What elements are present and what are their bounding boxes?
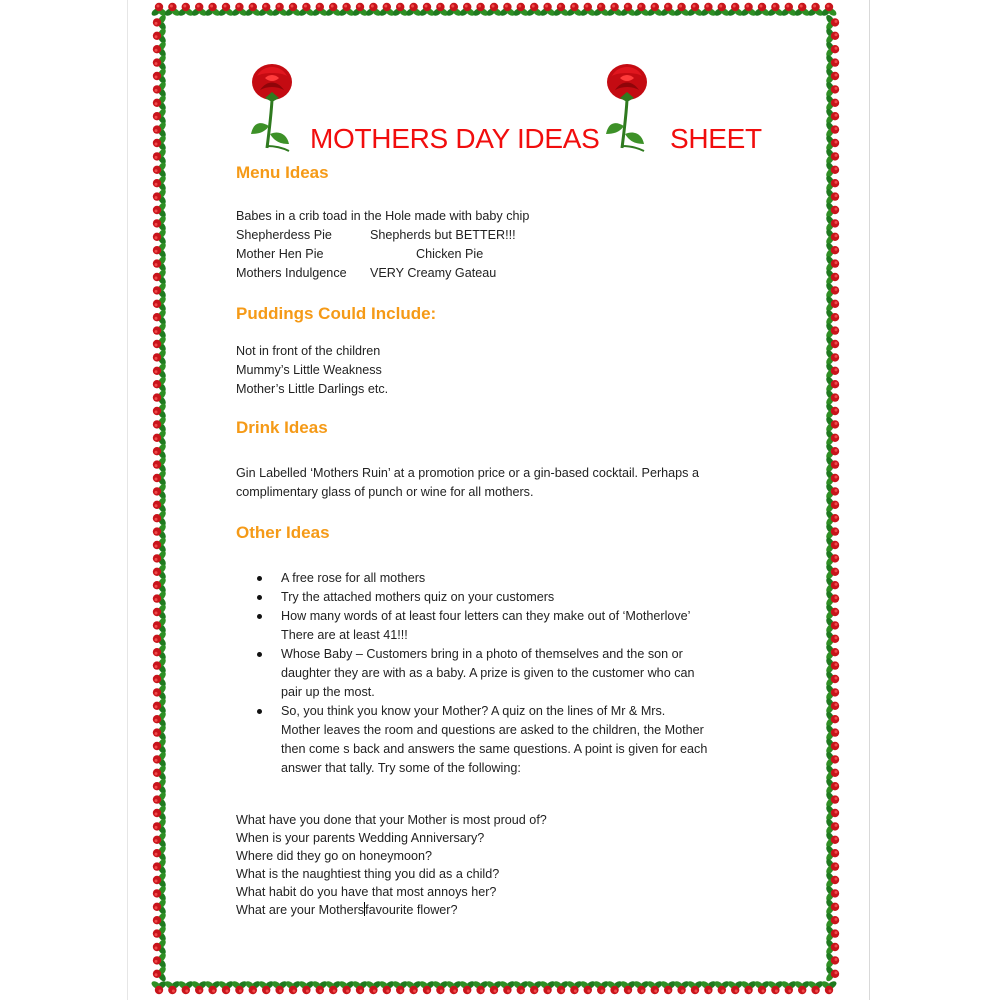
question-line: What is the naughtiest thing you did as a child? (236, 867, 500, 881)
holly-motif (153, 630, 168, 648)
holly-motif (153, 925, 168, 943)
holly-motif (825, 121, 840, 139)
holly-motif (825, 54, 840, 72)
page-title-suffix: SHEET (670, 123, 762, 154)
list-item: Whose Baby – Customers bring in a photo of themselves and the son or daughter they are with as a baby. A prize is given to the customer who can pair up the most. (281, 645, 695, 702)
holly-motif (153, 215, 168, 233)
holly-motif (825, 831, 840, 849)
holly-motif (825, 509, 840, 527)
holly-motif (153, 965, 168, 983)
question-line: Where did they go on honeymoon? (236, 849, 433, 863)
holly-motif (825, 308, 840, 326)
holly-motif (153, 804, 168, 822)
holly-motif (825, 536, 840, 554)
holly-motif (153, 402, 168, 420)
holly-motif (825, 737, 840, 755)
bullet-icon (257, 652, 262, 657)
holly-motif (153, 885, 168, 903)
holly-motif (807, 3, 825, 18)
holly-motif (825, 563, 840, 581)
list-item: A free rose for all mothers (281, 569, 425, 588)
holly-motif (153, 362, 168, 380)
holly-motif (153, 148, 168, 166)
holly-motif (153, 576, 168, 594)
holly-motif (164, 3, 182, 18)
holly-motif (177, 3, 195, 18)
holly-motif (825, 603, 840, 621)
holly-motif (825, 724, 840, 742)
menu-line: Shepherdess Pie Shepherds but BETTER!!! (236, 228, 516, 242)
holly-motif (153, 536, 168, 554)
holly-motif (825, 375, 840, 393)
holly-motif (153, 697, 168, 715)
question-line[interactable]: What are your Mothersfavourite flower? (236, 903, 458, 917)
holly-motif (164, 980, 182, 995)
holly-motif (153, 670, 168, 688)
holly-motif (153, 161, 168, 179)
holly-motif (153, 308, 168, 326)
holly-motif (190, 980, 208, 995)
holly-motif (204, 980, 222, 995)
holly-motif (153, 201, 168, 219)
holly-motif (825, 188, 840, 206)
holly-motif (204, 3, 222, 18)
holly-motif (825, 349, 840, 367)
holly-motif (793, 3, 811, 18)
holly-motif (825, 282, 840, 300)
holly-motif (825, 456, 840, 474)
holly-motif (825, 871, 840, 889)
menu-heading: Menu Ideas (236, 163, 329, 182)
holly-motif (825, 295, 840, 313)
holly-motif (217, 980, 235, 995)
holly-motif (153, 456, 168, 474)
holly-motif (807, 980, 825, 995)
holly-motif (825, 911, 840, 929)
holly-motif (153, 764, 168, 782)
pudding-line: Mummy’s Little Weakness (236, 363, 382, 377)
holly-motif (825, 416, 840, 434)
holly-motif (153, 14, 168, 32)
holly-motif (825, 496, 840, 514)
holly-motif (153, 67, 168, 85)
holly-motif (153, 844, 168, 862)
holly-motif (217, 3, 235, 18)
holly-motif (825, 322, 840, 340)
holly-motif (825, 174, 840, 192)
holly-motif (153, 818, 168, 836)
drinks-heading: Drink Ideas (236, 418, 328, 437)
holly-motif (825, 523, 840, 541)
holly-motif (825, 429, 840, 447)
holly-motif (825, 107, 840, 125)
other-heading: Other Ideas (236, 523, 330, 542)
holly-motif (153, 442, 168, 460)
holly-motif (153, 188, 168, 206)
holly-motif (825, 885, 840, 903)
holly-motif (153, 94, 168, 112)
holly-motif (825, 925, 840, 943)
holly-motif (825, 40, 840, 58)
holly-motif (153, 429, 168, 447)
holly-motif (825, 362, 840, 380)
holly-motif (153, 255, 168, 273)
holly-motif (153, 282, 168, 300)
holly-motif (825, 81, 840, 99)
holly-motif (153, 174, 168, 192)
drink-line: Gin Labelled ‘Mothers Ruin’ at a promotion price or a gin-based cocktail. Perhaps a (236, 466, 699, 480)
holly-motif (153, 295, 168, 313)
holly-motif (825, 858, 840, 876)
holly-motif (153, 523, 168, 541)
holly-motif (825, 268, 840, 286)
holly-motif (825, 67, 840, 85)
holly-motif (153, 496, 168, 514)
holly-motif (153, 375, 168, 393)
list-item: Try the attached mothers quiz on your customers (281, 588, 554, 607)
holly-motif (825, 161, 840, 179)
holly-motif (825, 255, 840, 273)
question-line: What habit do you have that most annoys her? (236, 885, 497, 899)
holly-motif (153, 603, 168, 621)
holly-motif (153, 737, 168, 755)
holly-motif (153, 335, 168, 353)
holly-motif (825, 617, 840, 635)
holly-motif (153, 858, 168, 876)
holly-motif (825, 670, 840, 688)
holly-motif (825, 657, 840, 675)
holly-motif (153, 550, 168, 568)
rose-icon (600, 62, 652, 159)
holly-motif (825, 764, 840, 782)
holly-motif (825, 148, 840, 166)
bullet-icon (257, 595, 262, 600)
holly-motif (825, 710, 840, 728)
holly-motif (825, 590, 840, 608)
holly-motif (825, 938, 840, 956)
holly-motif (825, 483, 840, 501)
holly-motif (153, 657, 168, 675)
holly-motif (153, 322, 168, 340)
holly-motif (153, 349, 168, 367)
holly-motif (825, 804, 840, 822)
holly-motif (153, 643, 168, 661)
holly-motif (825, 844, 840, 862)
holly-motif (190, 3, 208, 18)
holly-motif (825, 818, 840, 836)
holly-motif (825, 952, 840, 970)
holly-motif (153, 268, 168, 286)
holly-motif (153, 911, 168, 929)
holly-motif (825, 402, 840, 420)
holly-motif (153, 590, 168, 608)
holly-motif (825, 442, 840, 460)
holly-motif (825, 241, 840, 259)
holly-motif (825, 215, 840, 233)
question-line: When is your parents Wedding Anniversary? (236, 831, 485, 845)
list-item: So, you think you know your Mother? A quiz on the lines of Mr & Mrs. Mother leaves the room and questions are asked to the children, the Mother then come s back and answers the same questions. A point is given for each answer that tally. Try some of the following: (281, 702, 707, 778)
holly-motif (153, 40, 168, 58)
bullet-icon (257, 614, 262, 619)
holly-motif (153, 509, 168, 527)
holly-motif (153, 469, 168, 487)
holly-motif (825, 791, 840, 809)
holly-motif (153, 134, 168, 152)
menu-line: Mothers Indulgence VERY Creamy Gateau (236, 266, 497, 280)
rose-icon (245, 62, 297, 159)
holly-motif (153, 831, 168, 849)
holly-motif (153, 777, 168, 795)
holly-motif (153, 27, 168, 45)
holly-motif (825, 684, 840, 702)
menu-line: Mother Hen Pie Chicken Pie (236, 247, 484, 261)
holly-motif (153, 241, 168, 259)
holly-motif (153, 389, 168, 407)
holly-motif (825, 898, 840, 916)
holly-motif (153, 483, 168, 501)
pudding-line: Not in front of the children (236, 344, 381, 358)
holly-motif (153, 710, 168, 728)
holly-motif (153, 791, 168, 809)
bullet-icon (257, 709, 262, 714)
holly-motif (153, 54, 168, 72)
holly-motif (153, 121, 168, 139)
holly-motif (153, 107, 168, 125)
holly-motif (153, 938, 168, 956)
holly-motif (825, 751, 840, 769)
holly-motif (825, 94, 840, 112)
holly-motif (825, 134, 840, 152)
holly-motif (150, 980, 168, 995)
holly-motif (825, 469, 840, 487)
menu-line: Babes in a crib toad in the Hole made with baby chip (236, 209, 530, 223)
holly-motif (153, 871, 168, 889)
holly-motif (825, 14, 840, 32)
holly-motif (825, 335, 840, 353)
holly-motif (825, 550, 840, 568)
drink-line: complimentary glass of punch or wine for all mothers. (236, 485, 534, 499)
holly-motif (825, 201, 840, 219)
holly-motif (153, 952, 168, 970)
holly-motif (825, 630, 840, 648)
page-title: MOTHERS DAY IDEAS (310, 123, 600, 154)
holly-motif (153, 724, 168, 742)
pudding-line: Mother’s Little Darlings etc. (236, 382, 389, 396)
holly-motif (177, 980, 195, 995)
bullet-icon (257, 576, 262, 581)
holly-motif (825, 576, 840, 594)
question-line: What have you done that your Mother is most proud of? (236, 813, 547, 827)
holly-motif (825, 697, 840, 715)
holly-motif (820, 980, 838, 995)
holly-motif (153, 563, 168, 581)
holly-motif (153, 617, 168, 635)
holly-motif (825, 27, 840, 45)
holly-motif (153, 684, 168, 702)
list-item: How many words of at least four letters can they make out of ‘Motherlove’ There are at least 41!!! (281, 607, 690, 645)
holly-motif (825, 965, 840, 983)
holly-motif (153, 751, 168, 769)
holly-motif (150, 3, 168, 18)
holly-motif (153, 228, 168, 246)
puddings-heading: Puddings Could Include: (236, 304, 437, 323)
document-body[interactable] (236, 0, 796, 1000)
holly-motif (825, 389, 840, 407)
holly-motif (825, 228, 840, 246)
holly-motif (825, 777, 840, 795)
holly-motif (153, 81, 168, 99)
holly-motif (793, 980, 811, 995)
holly-motif (153, 898, 168, 916)
holly-motif (825, 643, 840, 661)
holly-motif (153, 416, 168, 434)
